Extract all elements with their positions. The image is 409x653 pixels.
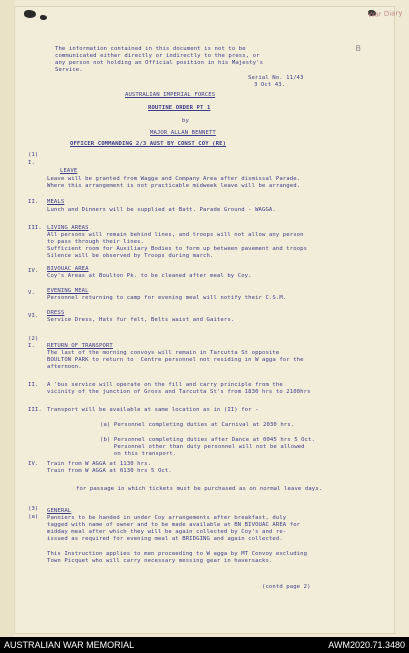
section-line: Coy's Areas at Boulton Pk. to be cleaned after meal by Coy. xyxy=(47,273,252,279)
section-line: Lunch and Dinners will be supplied at Batt. Parade Ground - WAGGA. xyxy=(47,207,276,213)
section-line: A 'bus service will operate on the fill and carry principle from the xyxy=(47,382,283,388)
sub-item: on this transport. xyxy=(100,451,177,457)
footer-id: AWM2020.71.3480 xyxy=(328,640,405,650)
section-line: vicinity of the junction of Gross and Tarcutta St's from 1830 hrs to 2100hrs xyxy=(47,389,311,395)
sub-item: Personnel other than duty personnel will not be allowed xyxy=(100,444,305,450)
section-line: Sufficient room for Auxiliary Bodies to form up between pavement and troops xyxy=(47,246,308,252)
section-number: III. xyxy=(28,225,42,231)
archive-footer xyxy=(0,637,409,653)
section-line: Silence will be observed by Troops during march. xyxy=(47,253,214,259)
heading-force: AUSTRALIAN IMPERIAL FORCES xyxy=(125,92,216,98)
section-number: (a) xyxy=(28,514,39,520)
heading-title: OFFICER COMMANDING 2/3 AUST BY CONST COY (RE) xyxy=(70,141,227,147)
section-line: Where this arrangement is not practicable midweek leave will be arranged. xyxy=(47,183,301,189)
intro-line: communicated either directly or indirectly to the press, or xyxy=(55,53,260,59)
sub-item: (a) Personnel completing duties at Carnival at 2030 hrs. xyxy=(100,422,295,428)
section-line: All persons will remain behind lines, and troops will not allow any person xyxy=(47,232,304,238)
section-number: V. xyxy=(28,290,35,296)
section-line: afternoon. xyxy=(47,364,82,370)
intro-line: The information contained in this document is not to be xyxy=(55,46,246,52)
serial-date: 3 Oct 43. xyxy=(254,82,286,88)
section-heading: GENERAL xyxy=(47,508,72,514)
heading-name: MAJOR ALLAN BENNETT xyxy=(150,130,216,136)
section-line: Train from W AGGA at 0130 hrs 5 Oct. xyxy=(47,468,172,474)
section-line: to pass through their lines. xyxy=(47,239,145,245)
section-heading: EVENING MEAL xyxy=(47,288,89,294)
serial-number: Serial No. 11/43 xyxy=(248,75,304,81)
section-heading: LIVING AREAS xyxy=(47,225,89,231)
section-number: IV. xyxy=(28,461,39,467)
sub-item: (b) Personnel completing duties after Dance at 0045 hrs 5 Oct. xyxy=(100,437,315,443)
page-marker: B xyxy=(355,44,361,53)
section-line: The last of the morning convoys will remain in Tarcutta St opposite xyxy=(47,350,280,356)
part-number: (3) xyxy=(28,506,39,512)
section-number: VI. xyxy=(28,313,39,319)
section-number: I. xyxy=(28,343,35,349)
paper-edge xyxy=(0,0,14,637)
section-line: tagged with name of owner and to be made available at BN BIVOUAC AREA for xyxy=(47,522,301,528)
section-line: Personnel returning to camp for evening meal will notify their C.S.M. xyxy=(47,295,287,301)
part-number: (1) xyxy=(28,152,39,158)
section-number: III. xyxy=(28,407,42,413)
war-diary-stamp: War Diary xyxy=(368,9,404,19)
continued-note: (contd page 2) xyxy=(262,584,311,590)
heading-order: ROUTINE ORDER PT 1 xyxy=(148,105,211,111)
section-heading: DRESS xyxy=(47,310,65,316)
section-line: midday meal after which they will be again collected by Coy's and re- xyxy=(47,529,287,535)
section-line: BOULTON PARK to return to Centre personnel not residing in W agga for the xyxy=(47,357,304,363)
section-line: Leave will be granted from Wagga and Company Area after dismissal Parade. xyxy=(47,176,301,182)
section-number: I. xyxy=(28,160,35,166)
section-line: This Instruction applies to men proceeding to W agga by MT Convoy excluding xyxy=(47,551,308,557)
section-line: Train from W AGGA at 1130 hrs. xyxy=(47,461,152,467)
section-line: issued as required for evening meal at BRIDGING and again collected. xyxy=(47,536,283,542)
section-number: IV. xyxy=(28,268,39,274)
section-heading: RETURN OF TRANSPORT xyxy=(47,343,113,349)
section-line: for passage in which tickets must be purchased as on normal leave days. xyxy=(76,486,323,492)
section-heading: BIVOUAC AREA xyxy=(47,266,89,272)
section-number: II. xyxy=(28,199,39,205)
section-line: Town Picquet who will carry necessary messing gear in haversacks. xyxy=(47,558,273,564)
footer-source: AUSTRALIAN WAR MEMORIAL xyxy=(4,640,135,650)
section-line: Service Dress, Hats fur felt, Belts waist and Gaiters. xyxy=(47,317,235,323)
heading-by: by xyxy=(182,118,189,124)
section-number: II. xyxy=(28,382,39,388)
part-number: (2) xyxy=(28,336,39,342)
intro-line: any person not holding an Official position in his Majesty's xyxy=(55,60,264,66)
section-line: Panniers to be handed in under Coy arrangements after breakfast, duly xyxy=(47,515,287,521)
section-heading: MEALS xyxy=(47,199,65,205)
section-heading: LEAVE xyxy=(60,168,78,174)
section-line: Transport will be available at same location as in (II) for - xyxy=(47,407,259,413)
punch-hole-icon xyxy=(24,10,36,18)
intro-line: Service. xyxy=(55,67,83,73)
punch-hole-icon xyxy=(40,15,47,20)
